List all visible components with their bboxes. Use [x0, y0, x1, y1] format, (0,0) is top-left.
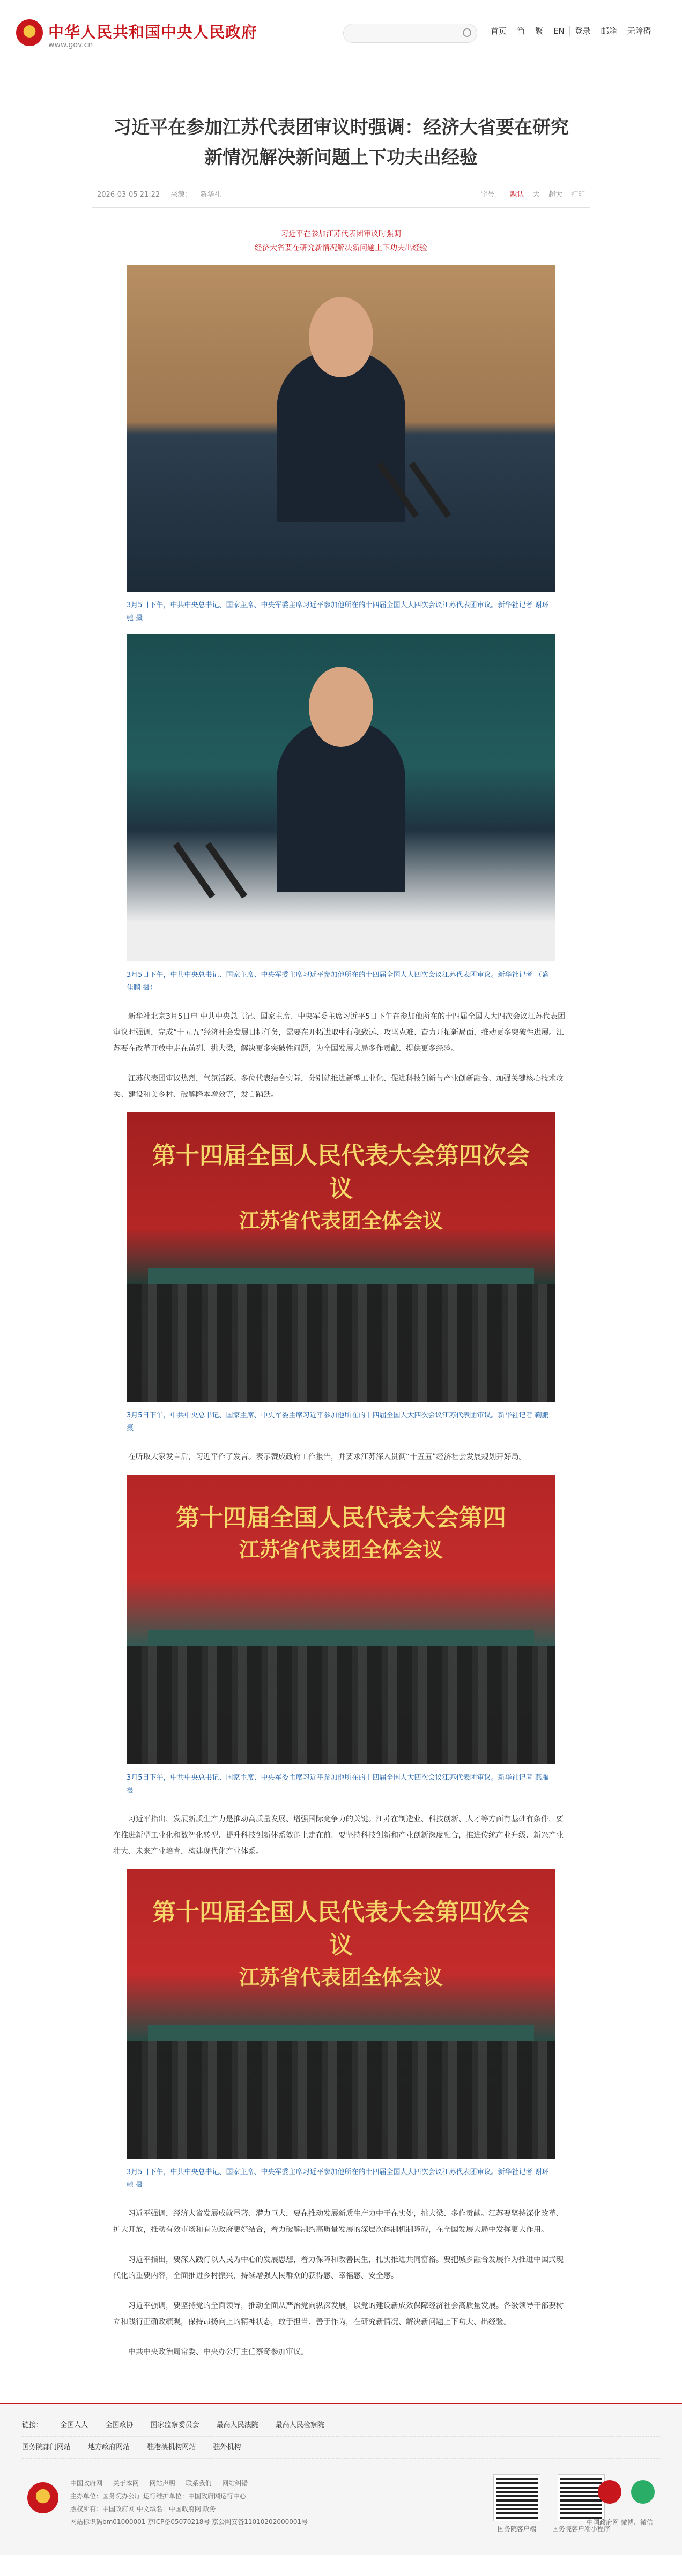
meeting-banner — [148, 1502, 534, 1565]
meeting-banner — [148, 1139, 534, 1236]
audience-rows — [127, 1284, 555, 1402]
article-meta — [92, 189, 590, 208]
lead-line-1: 习近平在参加江苏代表团审议时强调 — [281, 230, 401, 238]
qr-label: 国务院客户端 — [497, 2525, 536, 2533]
search-icon[interactable] — [463, 28, 471, 37]
footer-link[interactable]: 地方政府网站 — [88, 2443, 130, 2451]
photo-caption: 3月5日下午，中共中央总书记、国家主席、中央军委主席习近平参加他所在的十四届全国人大四次会议江苏代表团审议。新华社记者 （盛佳鹏 摄） — [127, 971, 549, 992]
national-emblem-icon — [27, 2482, 58, 2513]
article-paragraph: 江苏代表团审议热烈，气氛活跃。多位代表结合实际，分别就推进新型工业化、促进科技创新与产业创新融合、加强关键核心技术攻关、建设和美乡村、破解降本增效等，发言踊跃。 — [113, 1074, 564, 1099]
footer-link[interactable]: 全国人大 — [60, 2421, 88, 2429]
footer-link[interactable]: 国家监察委员会 — [150, 2421, 199, 2429]
icp-info[interactable]: 网站标识码bm01000001 京ICP备05070218号 京公网安备11010202000001号 — [70, 2518, 308, 2526]
footer-link[interactable]: 驻港澳机构网站 — [147, 2443, 196, 2451]
site-footer — [0, 2403, 682, 2555]
photo-caption: 3月5日下午，中共中央总书记、国家主席、中央军委主席习近平参加他所在的十四届全国人大四次会议江苏代表团审议。新华社记者 燕雁 摄 — [127, 1774, 549, 1795]
footer-about-link[interactable]: 联系我们 — [186, 2480, 212, 2487]
news-photo — [127, 1112, 555, 1402]
news-photo — [127, 265, 555, 592]
article-title: 习近平在参加江苏代表团审议时强调：经济大省要在研究新情况解决新问题上下功夫出经验 — [113, 117, 569, 168]
font-size-large[interactable]: 大 — [532, 191, 540, 199]
qr-label: 国务院客户端小程序 — [552, 2525, 610, 2533]
host-info: 主办单位：国务院办公厅 运行维护单位：中国政府网运行中心 — [70, 2492, 246, 2500]
weibo-icon[interactable] — [598, 2480, 621, 2504]
top-nav — [486, 26, 656, 36]
links-label: 链接： — [22, 2421, 43, 2429]
footer-info — [70, 2477, 308, 2528]
article — [92, 80, 590, 2360]
banner-line-2: 江苏省代表团全体会议 — [239, 1965, 443, 1989]
footer-about-link[interactable]: 网站声明 — [149, 2480, 175, 2487]
photo-caption: 3月5日下午，中共中央总书记、国家主席、中央军委主席习近平参加他所在的十四届全国人大四次会议江苏代表团审议。新华社记者 鞠鹏 摄 — [127, 1412, 549, 1432]
photo-caption: 3月5日下午，中共中央总书记、国家主席、中央军委主席习近平参加他所在的十四届全国人大四次会议江苏代表团审议。新华社记者 谢环驰 摄 — [127, 2168, 549, 2189]
font-size-label: 字号： — [480, 191, 502, 199]
nav-english[interactable]: EN — [548, 26, 569, 36]
copyright-info: 版权所有：中国政府网 中文域名：中国政府网.政务 — [70, 2505, 216, 2513]
footer-about-link[interactable]: 网站纠错 — [222, 2480, 248, 2487]
site-header — [0, 0, 682, 80]
banner-line-1: 第十四届全国人民代表大会第四 — [176, 1504, 506, 1532]
social-icons — [598, 2480, 655, 2504]
banner-line-2: 江苏省代表团全体会议 — [239, 1208, 443, 1233]
site-url: www.gov.cn — [48, 41, 93, 49]
speaker-head — [309, 667, 373, 747]
footer-about-links — [70, 2477, 308, 2490]
footer-links — [22, 2404, 660, 2464]
font-size-default[interactable]: 默认 — [510, 191, 524, 199]
article-lead — [92, 208, 590, 255]
social-label: 中国政府网 微博、微信 — [587, 2519, 653, 2526]
audience-rows — [127, 1646, 555, 1764]
nav-simplified[interactable]: 简 — [512, 26, 530, 36]
banner-line-1: 第十四届全国人民代表大会第四次会议 — [152, 1899, 530, 1959]
article-paragraph: 在听取大家发言后，习近平作了发言。表示赞成政府工作报告，并要求江苏深入贯彻“十五五”经济社会发展规划开好局。 — [128, 1453, 527, 1461]
speaker-head — [309, 297, 373, 377]
footer-link-row — [22, 2437, 660, 2459]
font-size-xlarge[interactable]: 超大 — [548, 191, 562, 199]
source-name: 新华社 — [200, 191, 221, 199]
qr-code-icon — [494, 2475, 540, 2521]
footer-link-row — [22, 2415, 660, 2437]
banner-line-1: 第十四届全国人民代表大会第四次会议 — [152, 1142, 530, 1203]
article-paragraph: 中共中央政治局常委、中央办公厅主任蔡奇参加审议。 — [128, 2348, 308, 2356]
site-title[interactable]: 中华人民共和国中央人民政府 — [48, 23, 258, 41]
nav-login[interactable]: 登录 — [569, 26, 596, 36]
banner-line-2: 江苏省代表团全体会议 — [239, 1537, 443, 1562]
nav-home[interactable]: 首页 — [491, 26, 507, 36]
article-paragraph: 习近平强调，经济大省发展成就显著、潜力巨大，要在推动发展新质生产力中干在实处，挑大梁、多作贡献。江苏要坚持深化改革、扩大开放，推动有效市场和有为政府更好结合，着力破解制约高质量发展的深层次体制机制障碍，在全国发展大局中发挥更大作用。 — [113, 2209, 564, 2234]
article-paragraph: 习近平强调，要坚持党的全面领导，推动全面从严治党向纵深发展，以党的建设新成效保障经济社会高质量发展。各级领导干部要树立和践行正确政绩观，保持昂扬向上的精神状态，敢于担当、善于作为，在研究新情况、解决新问题上下功夫、出经验。 — [113, 2302, 564, 2326]
footer-link[interactable]: 最高人民检察院 — [275, 2421, 324, 2429]
wechat-icon[interactable] — [631, 2480, 655, 2504]
photo-caption: 3月5日下午，中共中央总书记、国家主席、中央军委主席习近平参加他所在的十四届全国人大四次会议江苏代表团审议。新华社记者 谢环驰 摄 — [127, 601, 549, 622]
news-photo — [127, 1475, 555, 1764]
national-emblem-icon[interactable] — [16, 19, 43, 46]
footer-link[interactable]: 全国政协 — [105, 2421, 134, 2429]
print-button[interactable]: 打印 — [570, 191, 585, 199]
publish-date: 2026-03-05 21:22 — [97, 191, 160, 199]
source-label: 来源： — [171, 191, 192, 199]
audience-rows — [127, 2041, 555, 2159]
footer-bottom — [22, 2464, 660, 2555]
nav-traditional[interactable]: 繁 — [530, 26, 548, 36]
meeting-banner — [148, 1896, 534, 1992]
search-input[interactable] — [343, 24, 477, 43]
nav-accessibility[interactable]: 无障碍 — [622, 26, 656, 36]
article-paragraph: 习近平指出，发展新质生产力是推动高质量发展、增强国际竞争力的关键。江苏在制造业、科技创新、人才等方面有基础有条件，要在推进新型工业化和数智化转型、提升科技创新体系效能上走在前。要坚持科技创新和产业创新深度融合，推进传统产业升级、新兴产业壮大、未来产业培育，构建现代化产业体系。 — [113, 1815, 564, 1856]
footer-about-link[interactable]: 中国政府网 — [70, 2480, 103, 2487]
lead-line-2: 经济大省要在研究新情况解决新问题上下功夫出经验 — [255, 244, 427, 252]
article-paragraph: 新华社北京3月5日电 中共中央总书记、国家主席、中央军委主席习近平5日下午在参加他所在的十四届全国人大四次会议江苏代表团审议时强调，完成“十五五”经济社会发展目标任务，需要在开拓进取中行稳致远、攻坚克难、奋力开拓新局面，推动更多突破性进展。江苏要在改革开放中走在前列、挑大梁，解决更多突破性问题，为全国发展大局多作贡献、提供更多经验。 — [113, 1012, 566, 1053]
footer-link[interactable]: 国务院部门网站 — [22, 2443, 71, 2451]
footer-link[interactable]: 最高人民法院 — [216, 2421, 258, 2429]
news-photo — [127, 1869, 555, 2159]
nav-mail[interactable]: 邮箱 — [596, 26, 622, 36]
news-photo — [127, 634, 555, 961]
footer-link[interactable]: 驻外机构 — [213, 2443, 241, 2451]
footer-about-link[interactable]: 关于本网 — [113, 2480, 139, 2487]
article-paragraph: 习近平指出，要深入践行以人民为中心的发展思想，着力保障和改善民生，扎实推进共同富裕。要把城乡融合发展作为推进中国式现代化的重要内容，全面推进乡村振兴，持续增强人民群众的获得感、幸福感、安全感。 — [113, 2256, 564, 2280]
